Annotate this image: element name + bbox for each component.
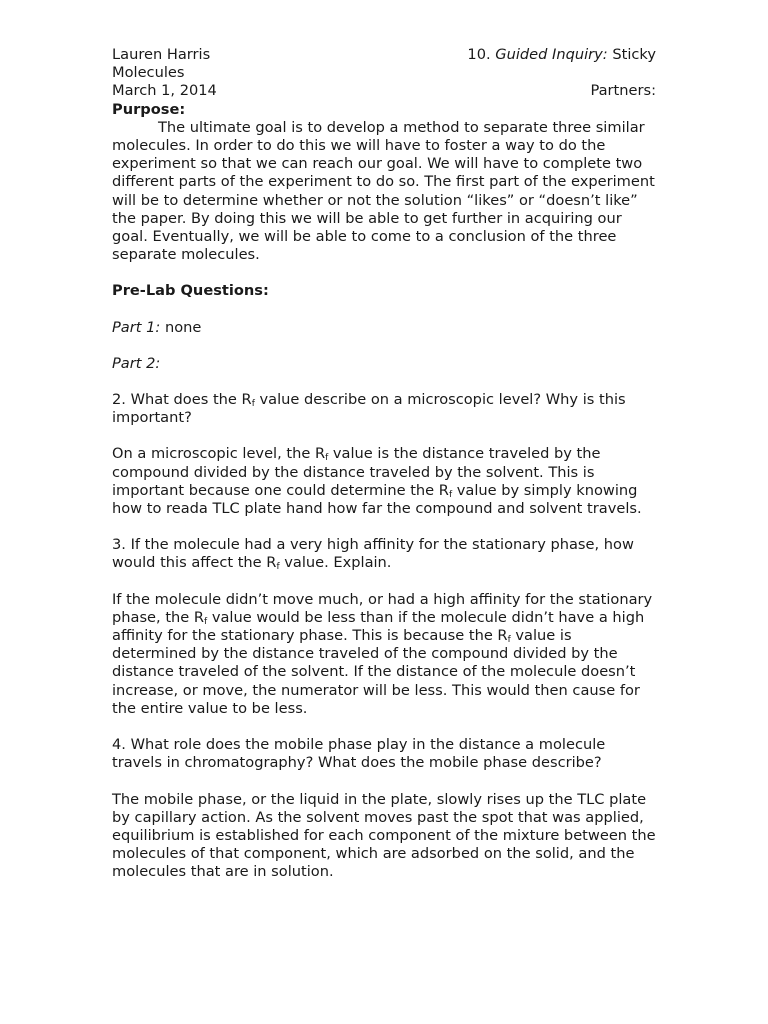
report-date: March 1, 2014 xyxy=(112,82,217,100)
header-row-1 xyxy=(112,46,656,64)
partners-label: Partners: xyxy=(590,82,656,100)
answer-2: On a microscopic level, the $R_f$ value is the distance traveled by the compound divided by the distance traveled by the solvent. This is important because one could determine the $R_f$ value by simply knowing how to reada TLC plate hand how far the compound and solvent travels. xyxy=(112,445,642,518)
part1-line: Part 1: none xyxy=(112,318,202,336)
assignment-title: 10. Guided Inquiry: Sticky xyxy=(467,46,656,63)
assignment-title-continued: Molecules xyxy=(112,64,185,82)
header-row-2 xyxy=(112,82,656,100)
question-3: 3. If the molecule had a very high affinity for the stationary phase, how would this affect the $R_f$ value. Explain. xyxy=(112,536,634,573)
part2-label: Part 2: xyxy=(112,354,161,372)
author-name: Lauren Harris xyxy=(112,46,211,63)
answer-4: The mobile phase, or the liquid in the plate, slowly rises up the TLC plate by capillary action. As the solvent moves past the spot that was applied, equilibrium is established for each component of the mixture between the molecules of that component, which are adsorbed on the solid, and the molecules that are in solution. xyxy=(112,790,656,881)
purpose-paragraph: The ultimate goal is to develop a method to separate three similar molecules. In order to do this we will have to foster a way to do the experiment so that we can reach our goal. We will have to complete two different parts of the experiment to do so. The first part of the experiment will be to determine whether or not the solution “likes” or “doesn’t like” the paper. By doing this we will be able to get further in acquiring our goal. Eventually, we will be able to come to a conclusion of the three separate molecules. xyxy=(112,118,655,264)
question-2: 2. What does the $R_f$ value describe on a microscopic level? Why is this important? xyxy=(112,391,626,427)
document-page xyxy=(112,46,656,882)
answer-3: If the molecule didn’t move much, or had a high affinity for the stationary phase, the $R_f$ value would be less than if the molecule didn’t have a high affinity for the stationary phase. This is because the $R_f$ value is determined by the distance traveled of the compound divided by the distance traveled of the solvent. If the distance of the molecule doesn’t increase, or move, the numerator will be less. This would then cause for the entire value to be less. xyxy=(112,590,653,717)
question-4: 4. What role does the mobile phase play in the distance a molecule travels in chromatography? What does the mobile phase describe? xyxy=(112,736,606,772)
prelab-heading: Pre-Lab Questions: xyxy=(112,282,269,300)
purpose-heading: Purpose: xyxy=(112,100,186,118)
